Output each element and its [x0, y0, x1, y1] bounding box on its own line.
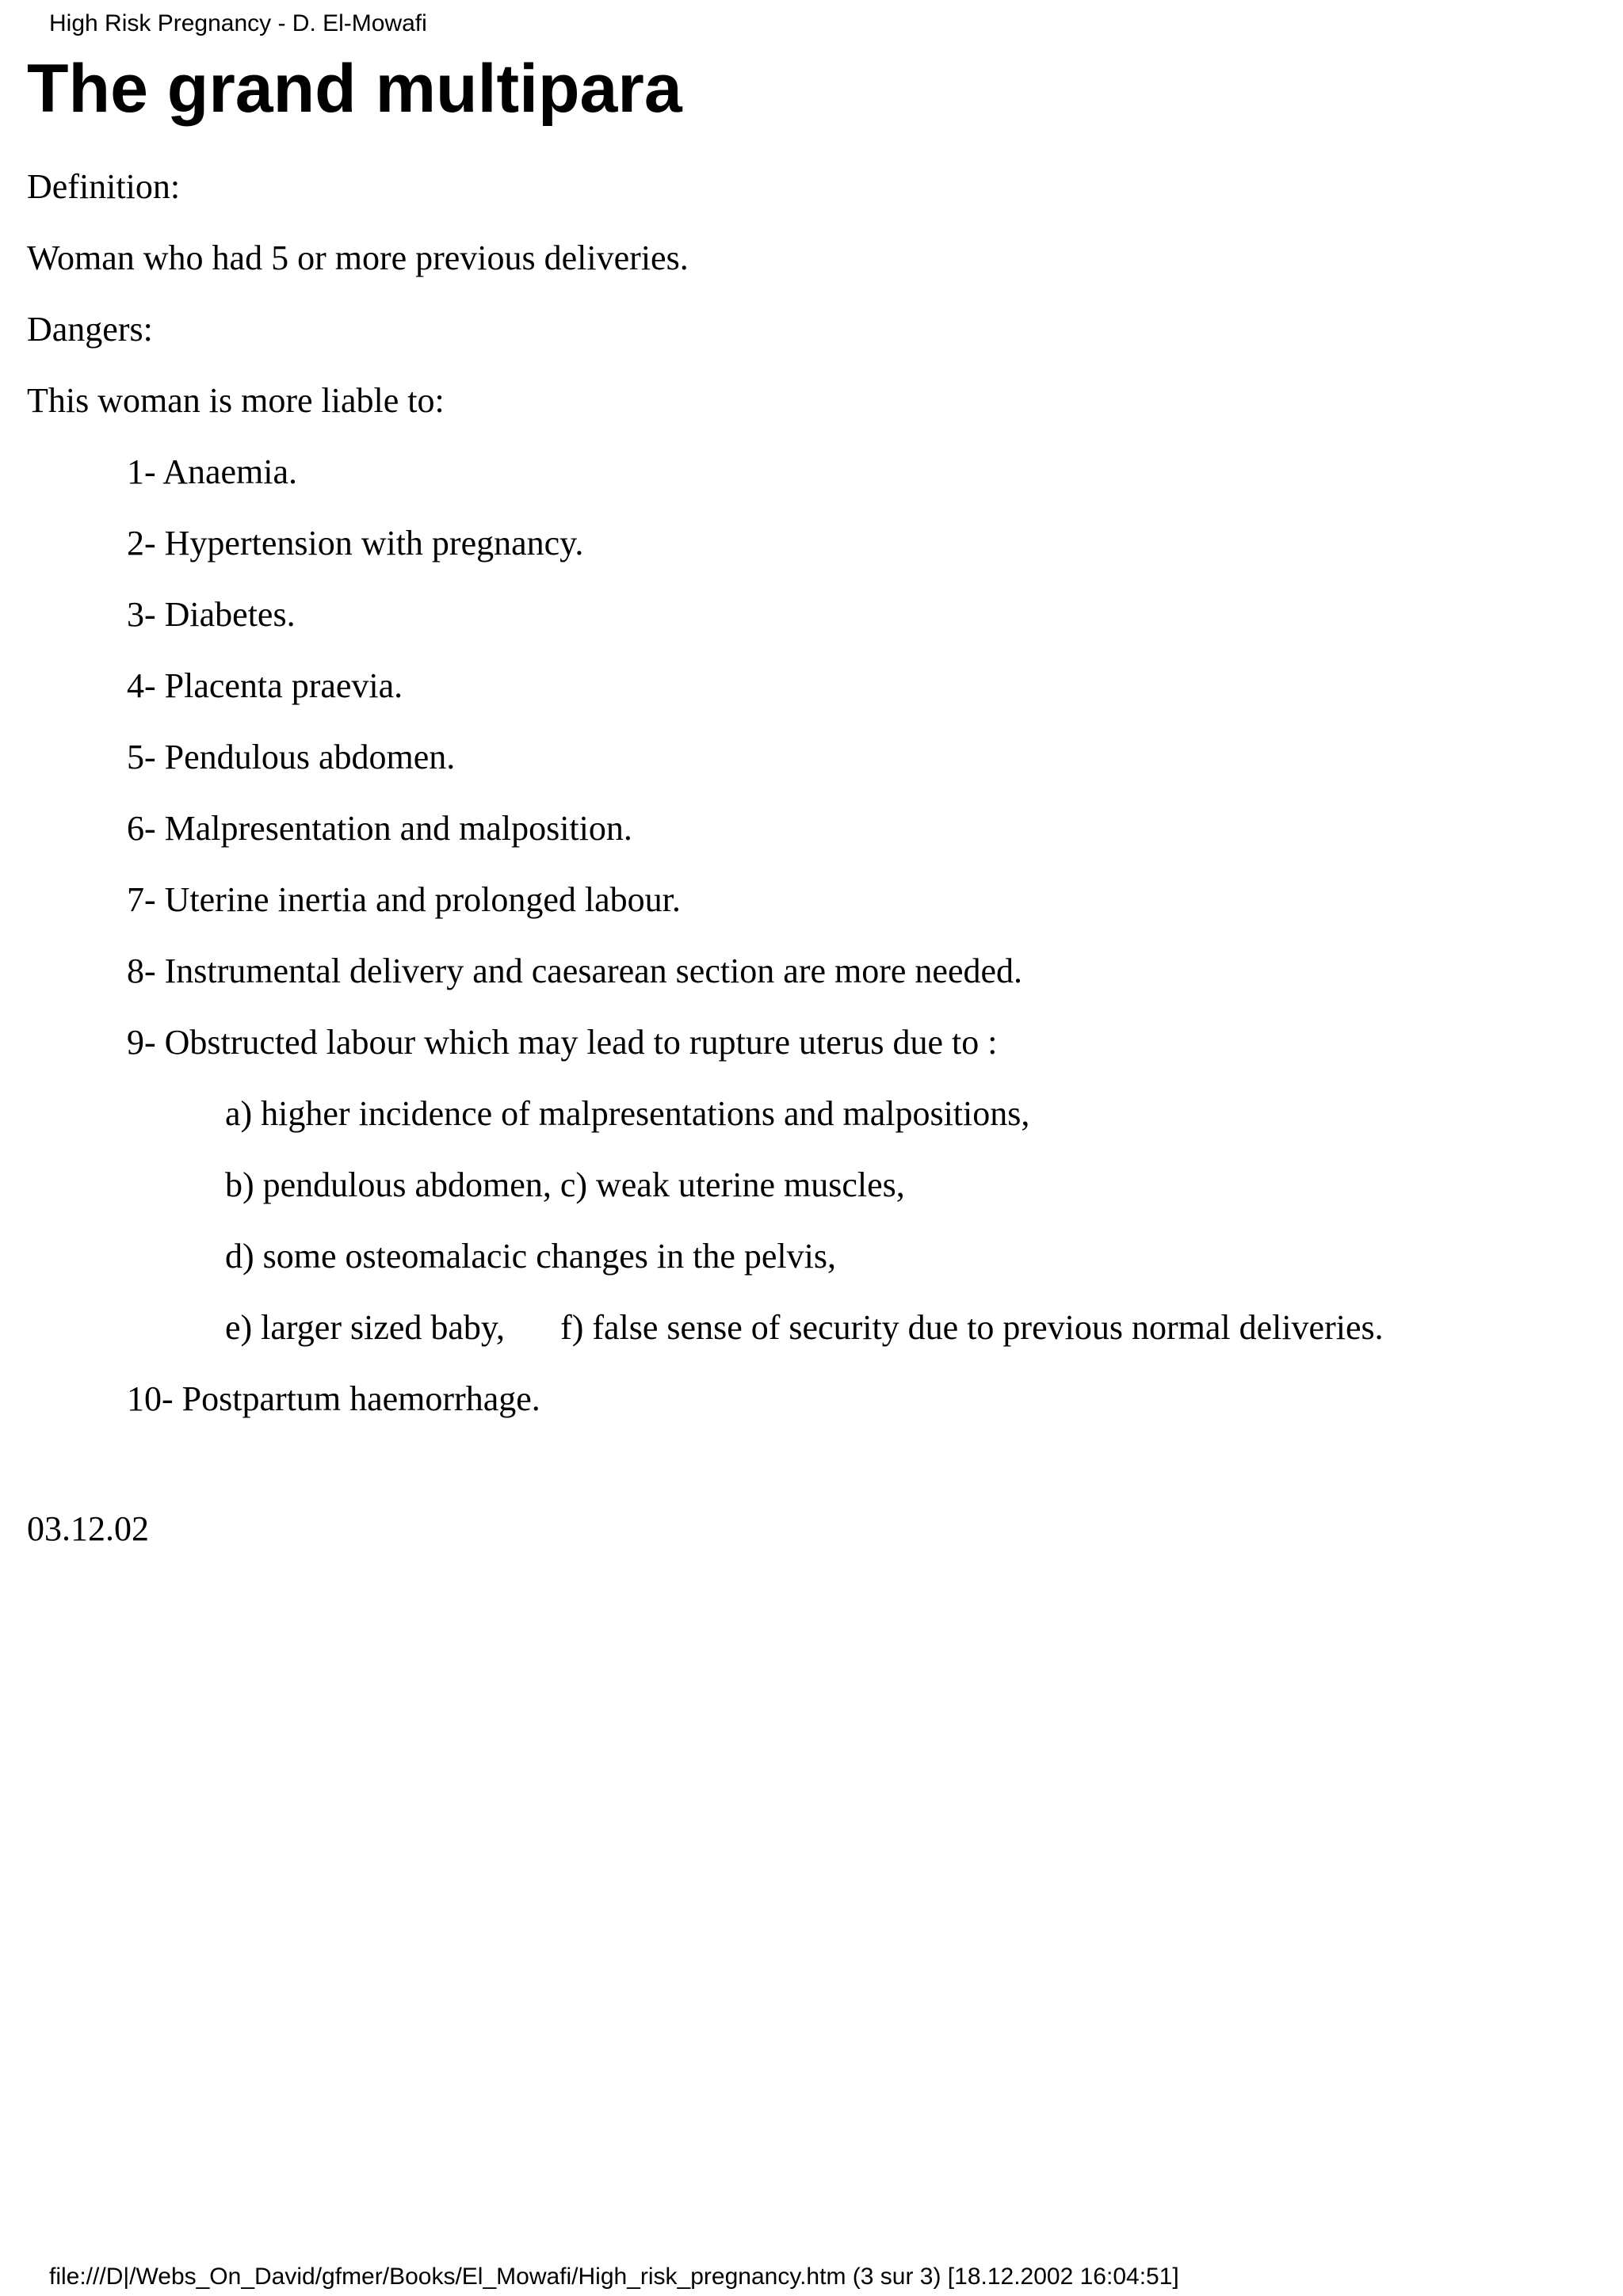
dangers-list — [27, 450, 1580, 1421]
definition-text: Woman who had 5 or more previous deliveries. — [27, 238, 689, 277]
list-item: 2- Hypertension with pregnancy. — [127, 524, 584, 563]
document-body — [27, 165, 1580, 1578]
list-item: 4- Placenta praevia. — [127, 666, 403, 705]
dangers-heading: Dangers: — [27, 310, 153, 349]
list-item: 6- Malpresentation and malposition. — [127, 809, 632, 848]
date-stamp: 03.12.02 — [27, 1509, 149, 1548]
list-item: 10- Postpartum haemorrhage. — [127, 1379, 540, 1418]
list-item-obstructed-labour — [127, 1020, 1580, 1350]
footer-source-path: file:///D|/Webs_On_David/gfmer/Books/El_Mowafi/High_risk_pregnancy.htm (3 sur 3) [18.12.2002 16:04:51] — [49, 2264, 1179, 2290]
sub-list-item: a) higher incidence of malpresentations and malpositions, — [225, 1094, 1030, 1133]
list-item: 5- Pendulous abdomen. — [127, 738, 456, 776]
sub-list-item-e: e) larger sized baby, — [225, 1308, 506, 1347]
list-item: 1- Anaemia. — [127, 452, 298, 491]
list-item: 8- Instrumental delivery and caesarean section are more needed. — [127, 952, 1023, 990]
list-item-text: 9- Obstructed labour which may lead to rupture uterus due to : — [127, 1023, 998, 1062]
sub-list-item: b) pendulous abdomen, c) weak uterine muscles, — [225, 1165, 905, 1204]
list-item: 7- Uterine inertia and prolonged labour. — [127, 880, 681, 919]
sub-list-item-f: f) false sense of security due to previous normal deliveries. — [560, 1308, 1384, 1347]
running-header: High Risk Pregnancy - D. El-Mowafi — [49, 10, 427, 36]
sub-list-item — [225, 1306, 1398, 1350]
page-title: The grand multipara — [27, 51, 682, 127]
dangers-intro: This woman is more liable to: — [27, 381, 445, 420]
definition-heading: Definition: — [27, 167, 181, 206]
sub-list-item: d) some osteomalacic changes in the pelvis, — [225, 1237, 836, 1276]
list-item: 3- Diabetes. — [127, 595, 296, 634]
causes-sublist — [127, 1092, 1580, 1350]
